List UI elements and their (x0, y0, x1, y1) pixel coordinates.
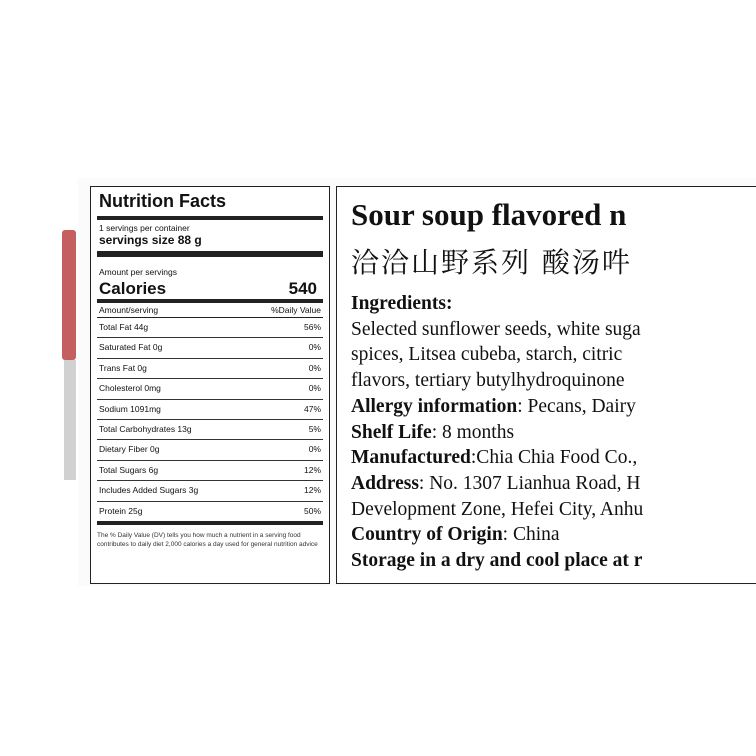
manufactured-value: :Chia Chia Food Co., (470, 447, 638, 469)
origin-label: Country of Origin (351, 524, 503, 546)
nutrient-rows (97, 318, 323, 525)
ingredients-line: flavors, tertiary butylhydroquinone (351, 370, 625, 392)
nutrient-dv: 0% (308, 342, 321, 353)
product-title-chinese: 洽洽山野系列 酸汤吽 (351, 246, 632, 279)
product-info-panel (336, 186, 756, 584)
nutrition-facts-panel (90, 186, 330, 584)
serving-size: servings size 88 g (99, 233, 202, 247)
shelf-life-value: : 8 months (431, 421, 515, 443)
calories-value: 540 (288, 279, 317, 298)
product-title: Sour soup flavored n (351, 197, 627, 232)
nutrient-row (97, 400, 323, 420)
nutrient-row (97, 420, 323, 440)
nutrient-row (97, 338, 323, 358)
shelf-life-label: Shelf Life (351, 421, 432, 443)
amount-per-serving: Amount per servings (99, 267, 177, 277)
nutrient-name: Saturated Fat 0g (99, 342, 163, 353)
nutrient-dv: 12% (303, 464, 321, 475)
product-label (78, 178, 756, 586)
allergy-label: Allergy information (351, 395, 518, 417)
nutrient-dv: 0% (308, 444, 321, 455)
nutrient-row (97, 318, 323, 338)
ingredients-line: Selected sunflower seeds, white suga (351, 318, 641, 340)
address-value: : No. 1307 Lianhua Road, H (418, 472, 641, 494)
package-red-edge (62, 230, 76, 360)
nutrient-row (97, 440, 323, 460)
nutrient-name: Cholesterol 0mg (99, 383, 161, 394)
nutrient-name: Total Carbohydrates 13g (99, 423, 192, 434)
origin-value: : China (502, 524, 560, 546)
allergy-value: : Pecans, Dairy (517, 395, 636, 417)
nutrient-name: Sodium 1091mg (99, 403, 161, 414)
address-label: Address (351, 472, 419, 494)
ingredients-line: spices, Litsea cubeba, starch, citric (351, 344, 623, 366)
divider (97, 251, 323, 257)
nutrient-dv: 12% (303, 485, 321, 496)
nutrient-dv: 0% (308, 362, 321, 373)
calories-label: Calories (99, 279, 167, 298)
divider (97, 299, 323, 303)
nutrition-title: Nutrition Facts (99, 191, 227, 211)
nutrient-name: Total Sugars 6g (99, 464, 159, 475)
header-amount: Amount/serving (99, 305, 159, 315)
nutrient-dv: 47% (303, 403, 321, 414)
nutrient-row (97, 461, 323, 481)
ingredients-label: Ingredients: (351, 293, 453, 314)
divider (97, 216, 323, 220)
header-daily-value: %Daily Value (271, 305, 321, 315)
storage-text: Storage in a dry and cool place at r (351, 550, 643, 572)
nutrient-dv: 50% (303, 505, 321, 516)
nutrient-name: Trans Fat 0g (99, 362, 147, 373)
address-line: Development Zone, Hefei City, Anhu (351, 498, 644, 520)
product-details (351, 291, 643, 574)
nutrient-row (97, 379, 323, 399)
nutrient-name: Dietary Fiber 0g (99, 444, 160, 455)
nutrient-row (97, 481, 323, 501)
nutrient-dv: 5% (308, 423, 321, 434)
nutrient-name: Includes Added Sugars 3g (99, 485, 199, 496)
nutrient-name: Total Fat 44g (99, 322, 149, 332)
package-gray-edge (64, 360, 76, 480)
servings-per-container: 1 servings per container (99, 223, 190, 233)
nutrient-row (97, 502, 323, 525)
manufactured-label: Manufactured (351, 447, 471, 469)
nutrient-dv: 56% (303, 322, 321, 332)
nutrient-dv: 0% (308, 383, 321, 394)
nutrient-name: Protein 25g (99, 505, 143, 516)
daily-value-footnote: The % Daily Value (DV) tells you how much a nutrient in a serving food contributes to daily diet 2,000 calories a day used for general nutrition advice (97, 532, 318, 548)
nutrient-row (97, 359, 323, 379)
